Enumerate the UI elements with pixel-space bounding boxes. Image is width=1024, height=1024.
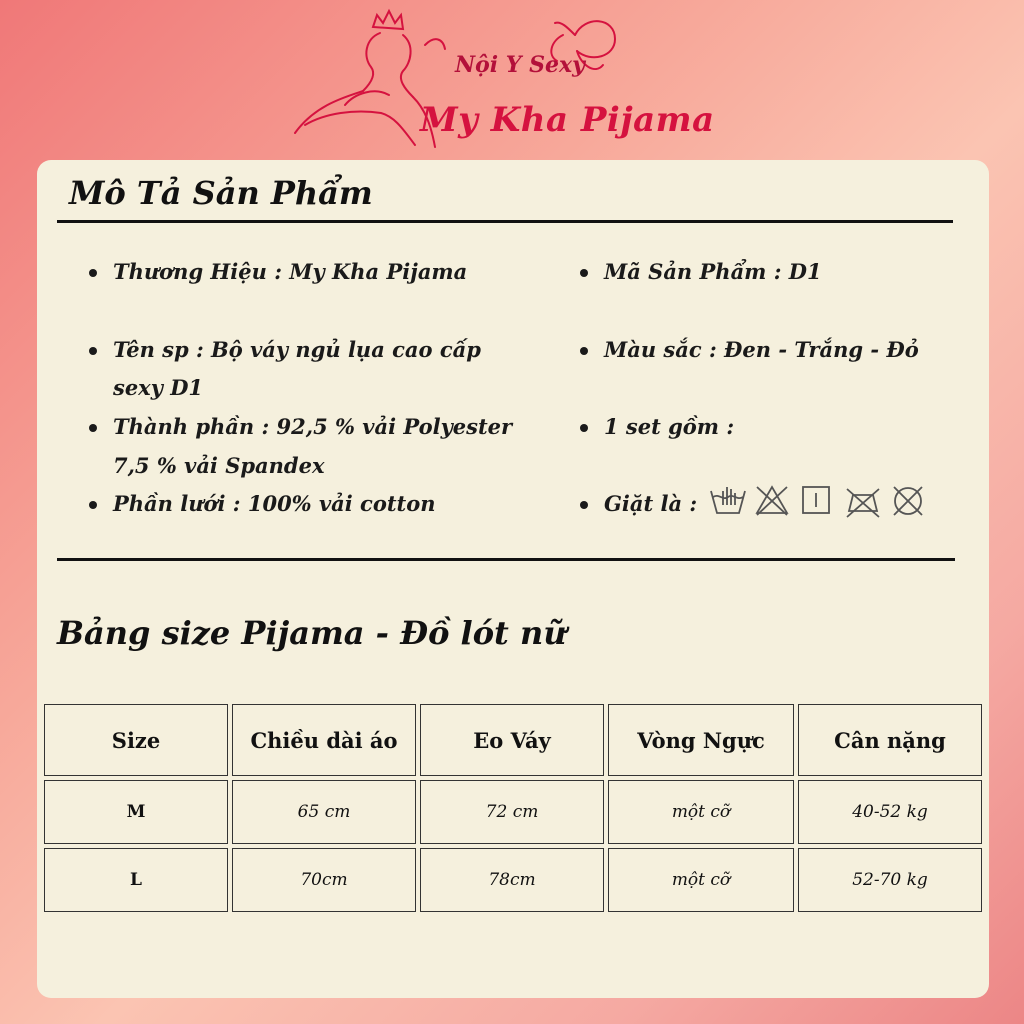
cell-waist: 78cm bbox=[420, 848, 604, 912]
cell-length: 65 cm bbox=[232, 780, 416, 844]
description-title: Mô Tả Sản Phẩm bbox=[69, 174, 373, 212]
cell-length: 70cm bbox=[232, 848, 416, 912]
header-size: Size bbox=[44, 704, 228, 776]
no-iron-icon bbox=[847, 489, 879, 517]
care-item: Giặt là : bbox=[604, 485, 697, 523]
composition-item: Thành phần : 92,5 % vải Polyester bbox=[113, 408, 512, 446]
cell-size: L bbox=[44, 848, 228, 912]
composition-cont: 7,5 % vải Spandex bbox=[113, 453, 325, 478]
mesh-item: Phần lưới : 100% vải cotton bbox=[113, 485, 436, 523]
cell-weight: 40-52 kg bbox=[798, 780, 982, 844]
table-row bbox=[44, 848, 982, 912]
sku-item: Mã Sản Phẩm : D1 bbox=[604, 253, 822, 291]
table-header-row bbox=[44, 704, 982, 776]
no-dry-clean-icon bbox=[894, 487, 922, 515]
care-icons bbox=[709, 483, 931, 519]
cell-waist: 72 cm bbox=[420, 780, 604, 844]
size-table bbox=[40, 700, 986, 916]
hand-wash-icon bbox=[711, 487, 745, 513]
product-name-item: Tên sp : Bộ váy ngủ lụa cao cấp bbox=[113, 331, 481, 369]
header-weight: Cân nặng bbox=[798, 704, 982, 776]
line-dry-icon bbox=[803, 487, 829, 513]
cell-size: M bbox=[44, 780, 228, 844]
header-length: Chiều dài áo bbox=[232, 704, 416, 776]
cell-weight: 52-70 kg bbox=[798, 848, 982, 912]
color-item: Màu sắc : Đen - Trắng - Đỏ bbox=[604, 331, 919, 369]
divider-top bbox=[57, 220, 953, 223]
no-bleach-icon bbox=[757, 487, 787, 515]
product-name-cont: sexy D1 bbox=[113, 375, 204, 400]
divider-bottom bbox=[57, 558, 955, 561]
cell-bust: một cỡ bbox=[608, 780, 794, 844]
size-chart-title: Bảng size Pijama - Đồ lót nữ bbox=[57, 614, 567, 652]
header-waist: Eo Váy bbox=[420, 704, 604, 776]
brand-name: My Kha Pijama bbox=[420, 100, 715, 140]
brand-item: Thương Hiệu : My Kha Pijama bbox=[113, 253, 467, 291]
cell-bust: một cỡ bbox=[608, 848, 794, 912]
header-bust: Vòng Ngực bbox=[608, 704, 794, 776]
brand-subtitle: Nội Y Sexy bbox=[455, 52, 585, 78]
set-item: 1 set gồm : bbox=[604, 408, 734, 446]
table-row bbox=[44, 780, 982, 844]
